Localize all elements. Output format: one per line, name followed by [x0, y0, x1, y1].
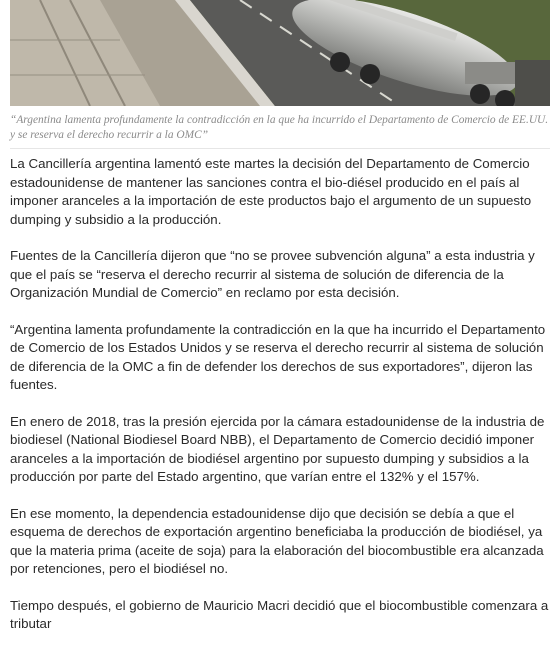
tanker-truck-image: [10, 0, 550, 106]
article-paragraph: En enero de 2018, tras la presión ejercida por la cámara estadounidense de la industria de biodiesel (National Biodiesel Board NBB), el Departamento de Comercio decidió imponer aranceles a la importación de biodiésel argentino por supuesto dumping y subsidios a la producción por parte del Estado argentino, que varían entre el 132% y el 157%.: [10, 413, 545, 484]
article-paragraph: Fuentes de la Cancillería dijeron que “no se provee subvención alguna” a esta industria y que el país se “reserva el derecho recurrir al sistema de solución de diferencia de la Organización Mundial de Comercio” en reclamo por esta decisión.: [10, 248, 535, 300]
article-body: [10, 155, 555, 652]
article-paragraph: La Cancillería argentina lamentó este martes la decisión del Departamento de Comercio estadounidense de mantener las sanciones contra el bio-diésel producido en el país al imponer aranceles a la importación de este productos bajo el argumento de un supuesto dumping y subsidio a la producción.: [10, 156, 532, 227]
article-paragraph: En ese momento, la dependencia estadounidense dijo que decisión se debía a que el esquema de derechos de exportación argentino beneficiaba la producción de biodiésel, ya que la materia prima (aceite de soja) para la elaboración del biocombustible era alcanzada por retenciones, pero el biodiésel no.: [10, 505, 544, 576]
photo-caption: “Argentina lamenta profundamente la contradicción en la que ha incurrido el Departamento de Comercio de EE.UU. y se reserva el derecho recurrir a la OMC”: [10, 114, 549, 141]
article-paragraph: “Argentina lamenta profundamente la contradicción en la que ha incurrido el Departamento de Comercio de los Estados Unidos y se reserva el derecho recurrir al sistema de solución de diferencia de la OMC a fin de defender los derechos de sus exportadores”, dijeron las fuentes.: [10, 321, 546, 392]
article-paragraph: Tiempo después, el gobierno de Mauricio Macri decidió que el biocombustible comenzara a tributar: [10, 597, 549, 631]
caption-divider: [10, 148, 550, 149]
article-photo: [10, 0, 550, 106]
